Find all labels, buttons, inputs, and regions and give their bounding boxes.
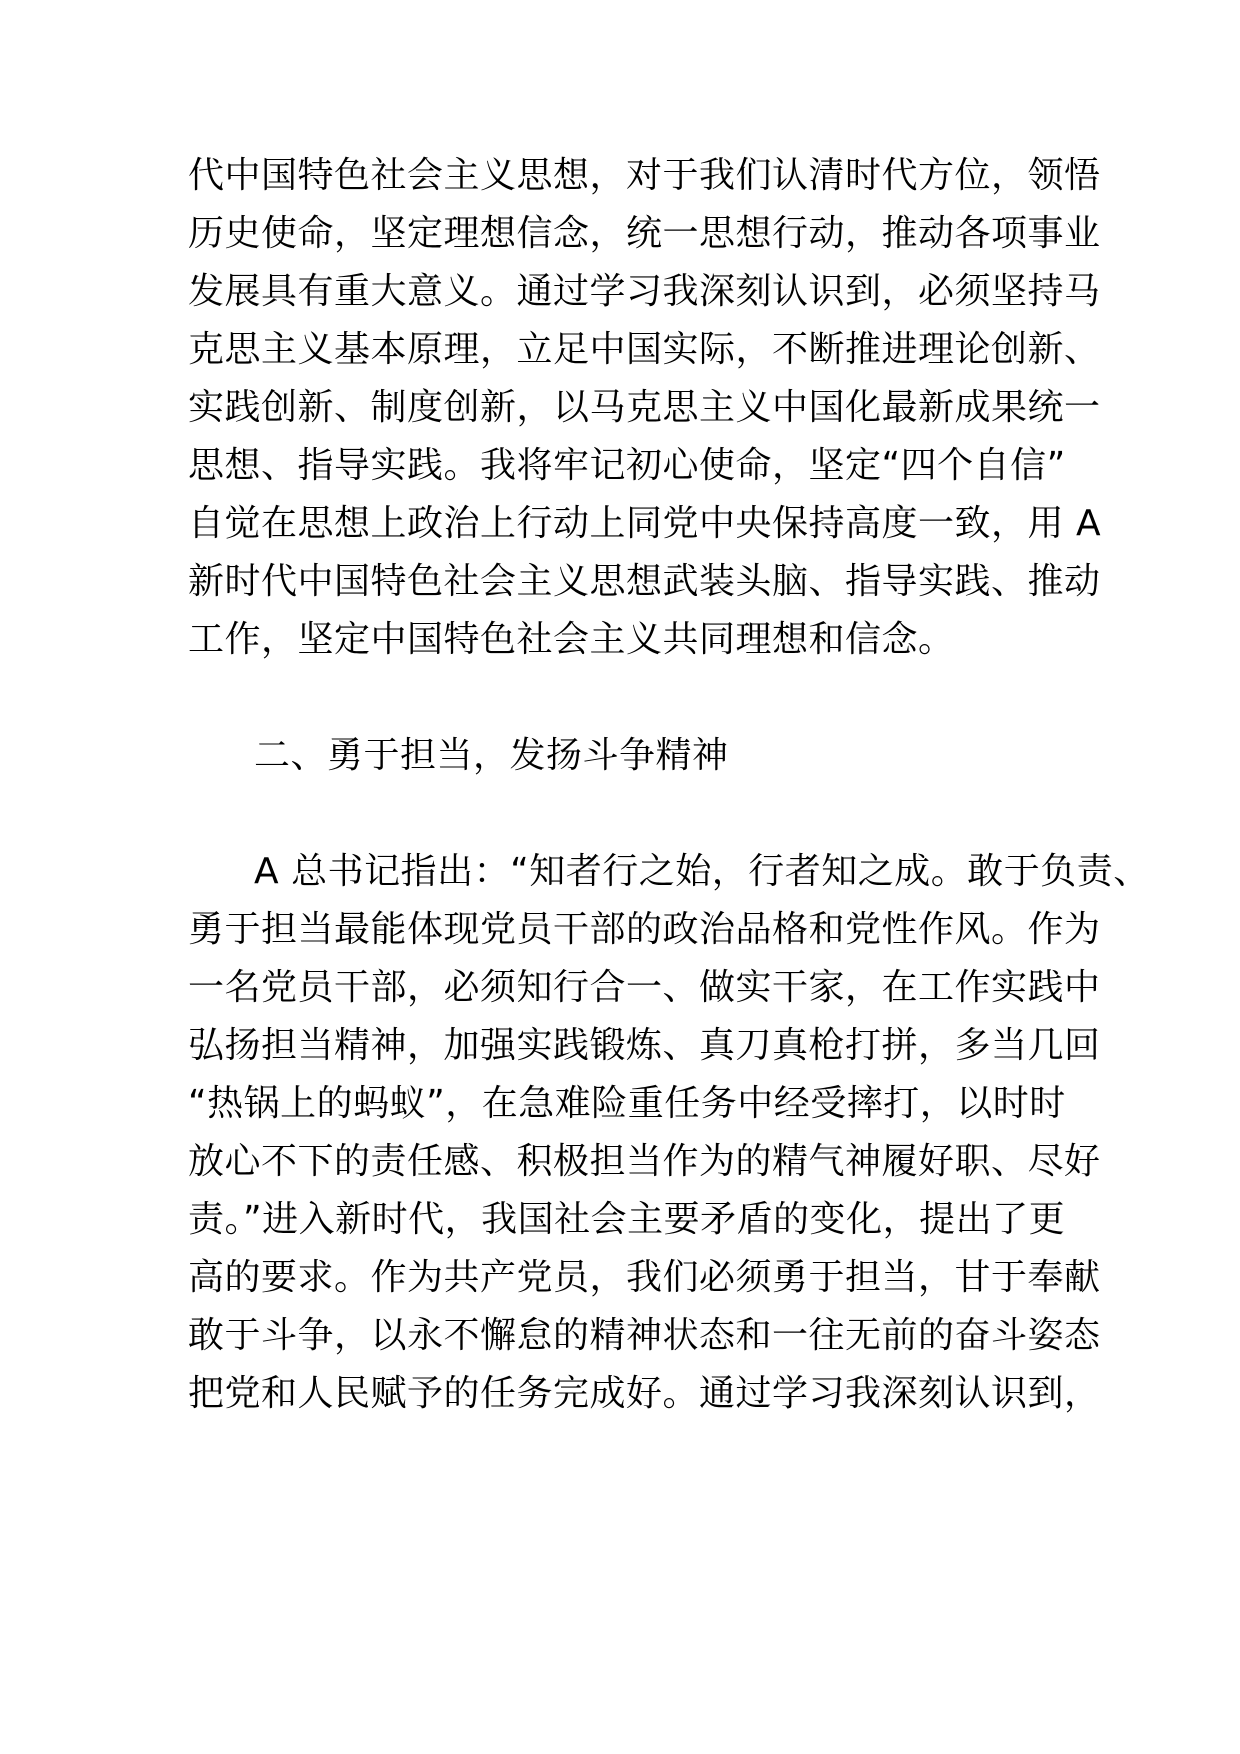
paragraph-line: 发展具有重大意义。通过学习我深刻认识到，必须坚持马 <box>188 271 1101 312</box>
paragraph-line: 责。”进入新时代，我国社会主要矛盾的变化，提出了更 <box>188 1199 1066 1240</box>
paragraph-line: 新时代中国特色社会主义思想武装头脑、指导实践、推动 <box>188 561 1101 602</box>
paragraph-line: 代中国特色社会主义思想，对于我们认清时代方位，领悟 <box>188 155 1101 196</box>
paragraph-line: 历史使命，坚定理想信念，统一思想行动，推动各项事业 <box>188 213 1101 254</box>
paragraph-line: 勇于担当最能体现党员干部的政治品格和党性作风。作为 <box>188 909 1101 950</box>
paragraph-line: 工作，坚定中国特色社会主义共同理想和信念。 <box>188 619 955 660</box>
paragraph-line: “热锅上的蚂蚁”，在急难险重任务中经受摔打，以时时 <box>188 1083 1066 1124</box>
paragraph-line: 把党和人民赋予的任务完成好。通过学习我深刻认识到， <box>188 1373 1101 1414</box>
paragraph-line: 弘扬担当精神，加强实践锻炼、真刀真枪打拼，多当几回 <box>188 1025 1101 1066</box>
paragraph-line: 敢于斗争，以永不懈怠的精神状态和一往无前的奋斗姿态 <box>188 1315 1101 1356</box>
paragraph-line: 实践创新、制度创新，以马克思主义中国化最新成果统一 <box>188 387 1101 428</box>
paragraph-line: 一名党员干部，必须知行合一、做实干家，在工作实践中 <box>188 967 1101 1008</box>
paragraph-line: 自觉在思想上政治上行动上同党中央保持高度一致，用 A <box>188 503 1102 544</box>
section-heading: 二、勇于担当，发扬斗争精神 <box>254 735 729 776</box>
paragraph-line: 思想、指导实践。我将牢记初心使命，坚定“四个自信” <box>188 445 1066 486</box>
paragraph-line: A 总书记指出：“知者行之始，行者知之成。敢于负责、 <box>254 851 1150 892</box>
paragraph-line: 高的要求。作为共产党员，我们必须勇于担当，甘于奉献 <box>188 1257 1101 1298</box>
paragraph-line: 放心不下的责任感、积极担当作为的精气神履好职、尽好 <box>188 1141 1101 1182</box>
paragraph-line: 克思主义基本原理，立足中国实际，不断推进理论创新、 <box>188 329 1101 370</box>
